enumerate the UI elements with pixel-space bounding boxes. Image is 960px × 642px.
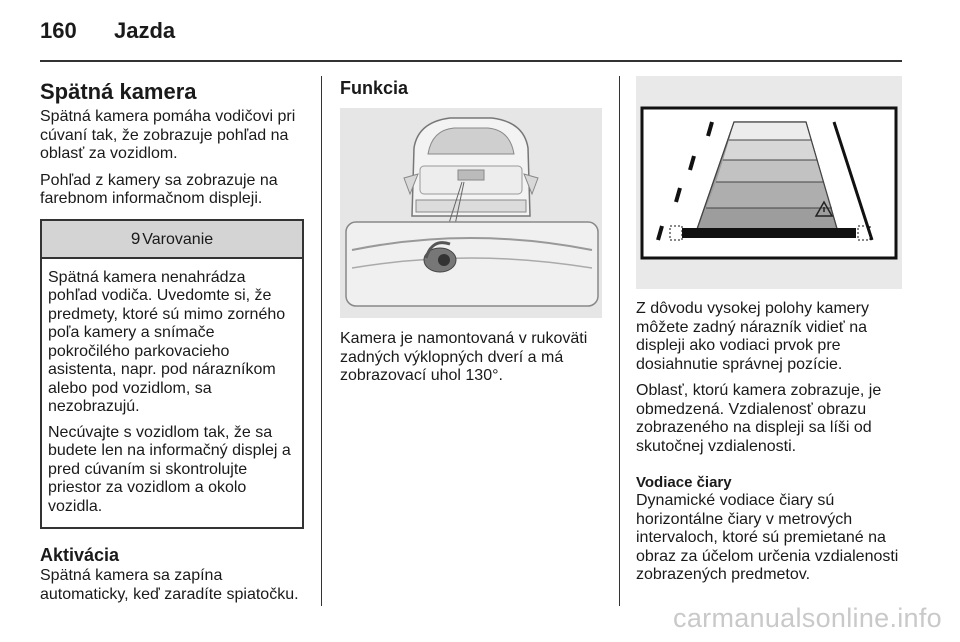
- function-title: Funkcia: [340, 78, 409, 98]
- guide-lines-image: [636, 76, 902, 289]
- figure-caption: Kamera je namontovaná v rukoväti zadných výklopných dverí a má zobrazovací uhol 130°.: [340, 330, 588, 384]
- column-1: [40, 80, 304, 612]
- activation-text: Spätná kamera sa zapína automaticky, keď zaradíte spiatočku.: [40, 567, 299, 603]
- warning-body: [42, 259, 302, 528]
- display-guide-illustration: [636, 76, 902, 289]
- column-2-heading: [340, 78, 602, 104]
- chapter-title: Spätná kamera: [40, 79, 197, 104]
- warning-paragraph-2: Necúvajte s vozidlom tak, že sa budete len na informačný displej a pred cúvaním si skontrolujte priestor za vozidlom a okolo vozidla.: [48, 423, 291, 515]
- car-rear-image: [340, 108, 602, 318]
- warning-icon: 9: [130, 228, 141, 248]
- warning-box: [40, 219, 304, 530]
- display-paragraph: Pohľad z kamery sa zobrazuje na farebnom informačnom displeji.: [40, 171, 278, 207]
- warning-header: [42, 221, 302, 259]
- header-rule: [40, 60, 902, 62]
- car-camera-illustration: [340, 108, 602, 318]
- section-title: Jazda: [114, 18, 176, 43]
- warning-paragraph-1: Spätná kamera nenahrádza pohľad vodiča. Uvedomte si, že predmety, ktoré sú mimo zorného poľa kamery a snímače pokročilého parkovacieho asistenta, napr. pod nárazníkom alebo pod vozidlom, sa nezobrazujú.: [48, 268, 286, 415]
- warning-title: Varovanie: [142, 230, 214, 248]
- guide-lines-title: Vodiace čiary: [636, 474, 732, 491]
- area-paragraph: Oblasť, ktorú kamera zobrazuje, je obmedzená. Vzdialenosť obrazu zobrazeného na displeji sa líši od skutočnej vzdialenosti.: [636, 382, 882, 455]
- page-number: 160: [40, 18, 77, 43]
- column-divider-2: [619, 76, 620, 606]
- watermark: carmanualsonline.info: [673, 603, 942, 633]
- guide-lines-text: Dynamické vodiace čiary sú horizontálne čiary v metrových intervaloch, ktoré sú premietané na obraz za účelom určenia vzdialenosti zobrazených predmetov.: [636, 492, 899, 583]
- intro-paragraph: Spätná kamera pomáha vodičovi pri cúvaní tak, že zobrazuje pohľad na oblasť za vozidlom.: [40, 108, 296, 162]
- column-3: [636, 300, 902, 593]
- column-divider-1: [321, 76, 322, 606]
- page-header: [40, 18, 175, 44]
- activation-title: Aktivácia: [40, 545, 120, 565]
- bumper-paragraph: Z dôvodu vysokej polohy kamery môžete zadný nárazník vidieť na displeji ako vodiaci prvok pre dosiahnutie správnej pozície.: [636, 300, 869, 373]
